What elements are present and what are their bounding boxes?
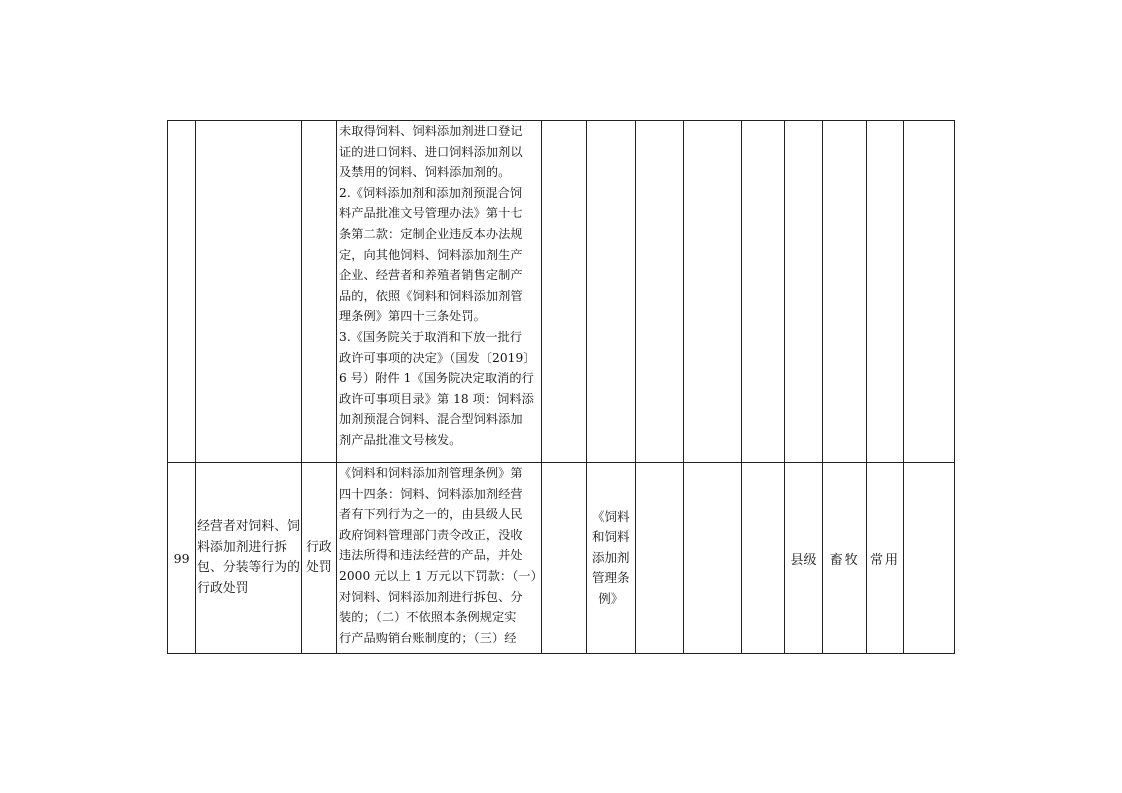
category-cell: [301, 121, 336, 463]
table-row: [168, 463, 955, 654]
basis-line: 理条例》第四十三条处罚。: [339, 309, 486, 324]
basis-line: 对饲料、饲料添加剂进行拆包、分: [339, 589, 523, 604]
law-line: 添加剂: [591, 549, 630, 565]
basis-line: 定，向其他饲料、饲料添加剂生产: [339, 247, 523, 262]
basis-line: 品的，依照《饲料和饲料添加剂管: [339, 288, 523, 303]
law-line: 管理条: [591, 570, 630, 586]
basis-line: 3.《国务院关于取消和下放一批行: [339, 329, 523, 344]
category-line: 处罚: [306, 560, 332, 575]
remark-cell: [903, 121, 954, 463]
empty-cell: [542, 121, 586, 463]
remark-cell: [903, 463, 954, 654]
basis-line: 加剂预混合饲料、混合型饲料添加: [339, 412, 523, 427]
law-line: 例》: [598, 590, 624, 606]
table-row: [168, 121, 955, 463]
law-line: 和饲料: [591, 529, 630, 545]
basis-line: 2.《饲料添加剂和添加剂预混合饲: [339, 185, 523, 200]
empty-cell: [741, 121, 784, 463]
department-cell: 畜牧: [823, 463, 867, 654]
basis-line: 及禁用的饲料、饲料添加剂的。: [339, 165, 511, 180]
basis-line: 政许可事项目录》第 18 项：饲料添: [339, 391, 534, 406]
row-number: [168, 121, 196, 463]
empty-cell: [542, 463, 586, 654]
department-cell: [823, 121, 867, 463]
basis-line: 四十四条：饲料、饲料添加剂经营: [339, 486, 523, 501]
basis-line: 政许可事项的决定》（国发〔2019〕: [339, 350, 536, 365]
category-cell: [301, 463, 336, 654]
basis-line: 装的；（二）不依照本条例规定实: [339, 610, 517, 625]
basis-line: 料产品批准文号管理办法》第十七: [339, 206, 523, 221]
basis-line: 剂产品批准文号核发。: [339, 432, 462, 447]
level-cell: 县级: [784, 463, 822, 654]
item-name-line: 包、分装等行为的: [197, 560, 300, 575]
law-cell: [586, 121, 635, 463]
basis-line: 条第二款：定制企业违反本办法规: [339, 226, 523, 241]
basis-line: 企业、经营者和养殖者销售定制产: [339, 268, 523, 283]
law-line: 《饲料: [591, 508, 630, 524]
law-cell: [586, 463, 635, 654]
empty-cell: [635, 121, 683, 463]
empty-cell: [635, 463, 683, 654]
basis-line: 证的进口饲料、进口饲料添加剂以: [339, 144, 523, 159]
item-name-cell: [196, 121, 302, 463]
basis-line: 者有下列行为之一的，由县级人民: [339, 507, 523, 522]
basis-line: 政府饲料管理部门责令改正，没收: [339, 527, 523, 542]
item-name-line: 行政处罚: [197, 580, 249, 596]
legal-basis-cell: [337, 121, 542, 463]
empty-cell: [684, 121, 741, 463]
basis-line: 违法所得和违法经营的产品，并处: [339, 548, 523, 563]
item-name-cell: [196, 463, 302, 654]
empty-cell: [684, 463, 741, 654]
basis-line: 未取得饲料、饲料添加剂进口登记: [339, 124, 523, 138]
frequency-cell: [867, 121, 903, 463]
frequency-cell: 常用: [867, 463, 903, 654]
basis-line: 行产品购销台账制度的；（三）经: [339, 630, 517, 645]
level-cell: [784, 121, 822, 463]
empty-cell: [741, 463, 784, 654]
basis-line: 《饲料和饲料添加剂管理条例》第: [339, 466, 523, 480]
category-line: 行政: [306, 539, 332, 555]
basis-line: 2000 元以上 1 万元以下罚款：（一）: [339, 568, 543, 583]
row-number: 99: [168, 463, 196, 654]
item-name-line: 经营者对饲料、饲: [197, 519, 300, 534]
basis-line: 6 号）附件 1《国务院决定取消的行: [339, 371, 534, 386]
legal-basis-cell: [337, 463, 542, 654]
item-name-line: 料添加剂进行拆: [197, 539, 288, 555]
penalty-list-table: [167, 120, 955, 654]
